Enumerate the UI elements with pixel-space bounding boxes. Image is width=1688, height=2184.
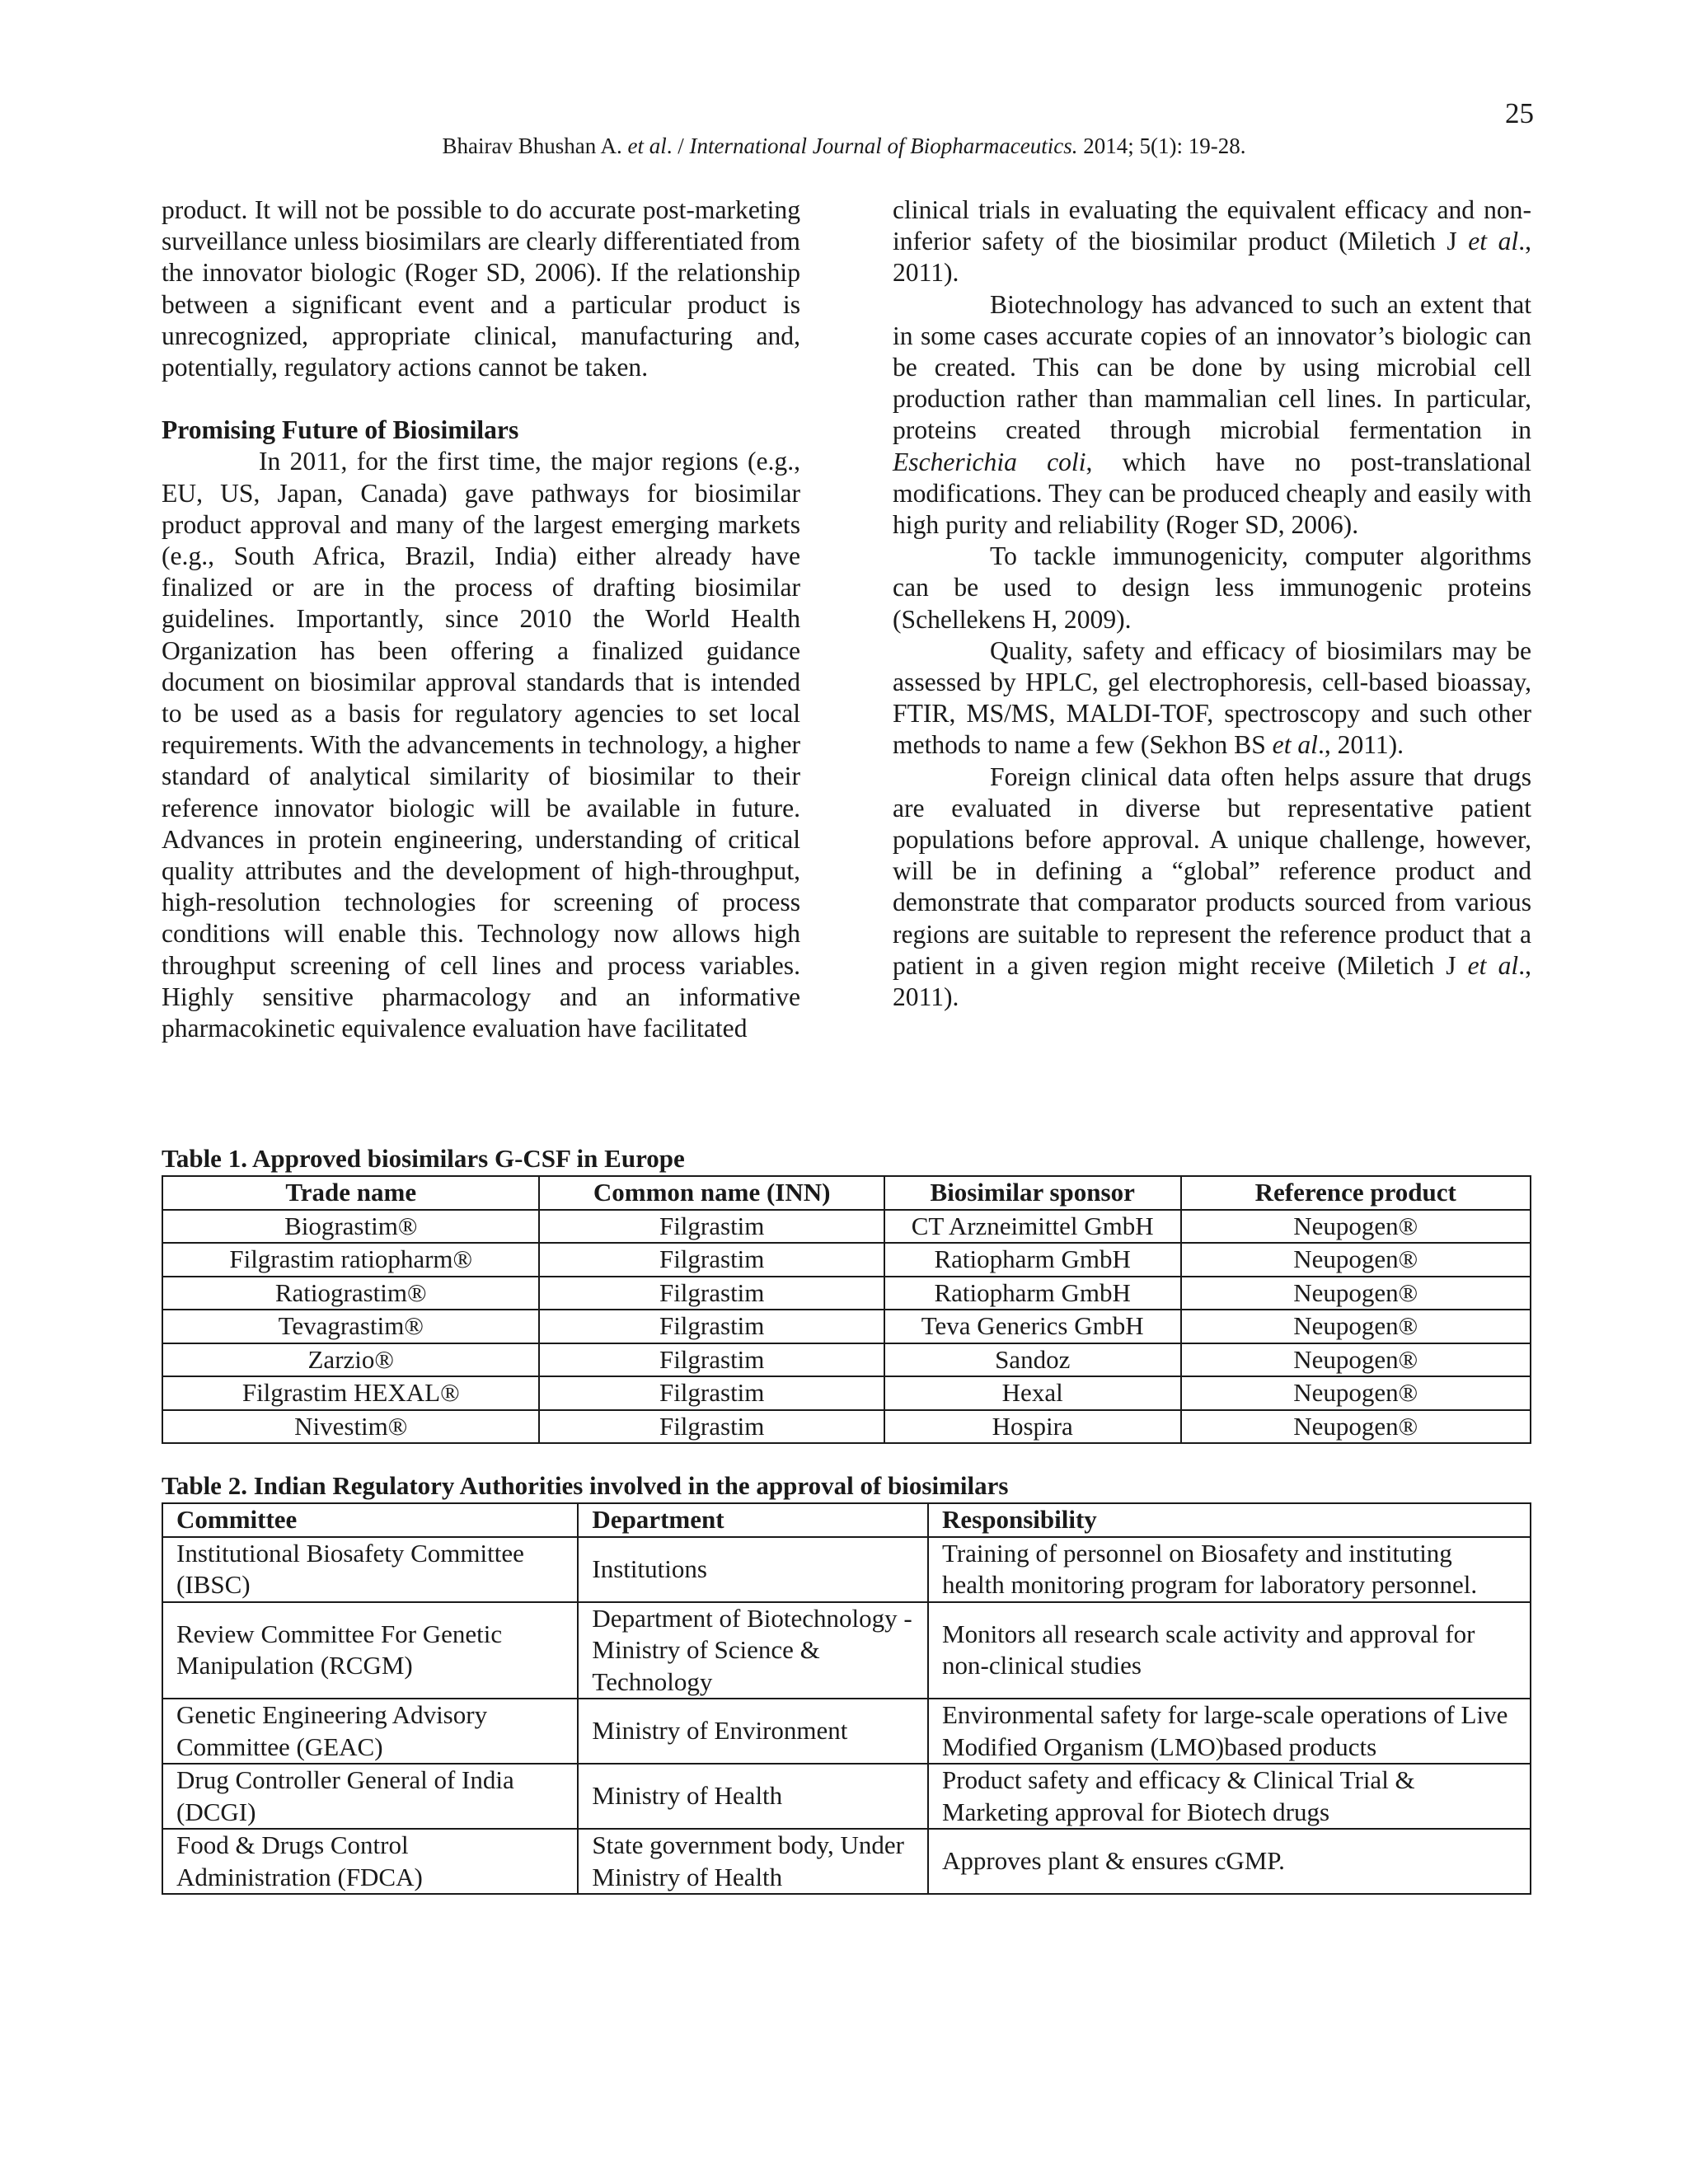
table-cell: Tevagrastim® bbox=[162, 1310, 539, 1343]
table1-title: Table 1. Approved biosimilars G-CSF in Europe bbox=[162, 1144, 685, 1173]
table-cell: Environmental safety for large-scale operations of Live Modified Organism (LMO)based products bbox=[928, 1699, 1531, 1764]
table-cell: Drug Controller General of India (DCGI) bbox=[162, 1764, 578, 1829]
table-row bbox=[162, 1699, 1531, 1764]
table-cell: CT Arzneimittel GmbH bbox=[884, 1210, 1181, 1244]
table-cell: Institutions bbox=[578, 1537, 928, 1602]
table2-header-cell: Committee bbox=[162, 1503, 578, 1537]
table-cell: Neupogen® bbox=[1181, 1243, 1531, 1277]
running-head-etal: et al bbox=[627, 134, 667, 158]
table-cell: Nivestim® bbox=[162, 1410, 539, 1444]
table1-header-cell: Common name (INN) bbox=[539, 1176, 884, 1210]
table-cell: Ratiograstim® bbox=[162, 1277, 539, 1310]
table2-title: Table 2. Indian Regulatory Authorities involved in the approval of biosimilars bbox=[162, 1471, 1009, 1500]
table-cell: Training of personnel on Biosafety and instituting health monitoring program for laboratory personnel. bbox=[928, 1537, 1531, 1602]
table-row bbox=[162, 1243, 1531, 1277]
species-name: Escherichia coli bbox=[893, 447, 1086, 476]
table-cell: Neupogen® bbox=[1181, 1410, 1531, 1444]
left-paragraph-1: product. It will not be possible to do accurate post-marketing surveillance unless biosimilars are clearly differentiated from the innovator biologic (Roger SD, 2006). If the relationship between a significant event and a particular product is unrecognized, appropriate clinical, manufacturing and, potentially, regulatory actions cannot be taken. bbox=[162, 195, 800, 382]
table-cell: Filgrastim bbox=[539, 1376, 884, 1410]
table-cell: State government body, Under Ministry of Health bbox=[578, 1829, 928, 1894]
table-cell: Monitors all research scale activity and approval for non-clinical studies bbox=[928, 1602, 1531, 1699]
right-paragraph-3: To tackle immunogenicity, computer algorithms can be used to design less immunogenic proteins (Schellekens H, 2009). bbox=[893, 541, 1531, 634]
table-cell: Ratiopharm GmbH bbox=[884, 1277, 1181, 1310]
table-cell: Approves plant & ensures cGMP. bbox=[928, 1829, 1531, 1894]
table1-header-row bbox=[162, 1176, 1531, 1210]
table-cell: Food & Drugs Control Administration (FDCA) bbox=[162, 1829, 578, 1894]
table1 bbox=[162, 1175, 1531, 1444]
running-head-journal: International Journal of Biopharmaceutics. bbox=[689, 134, 1078, 158]
table-cell: Genetic Engineering Advisory Committee (GEAC) bbox=[162, 1699, 578, 1764]
table-row bbox=[162, 1277, 1531, 1310]
table-row bbox=[162, 1376, 1531, 1410]
table-row bbox=[162, 1829, 1531, 1894]
table-row bbox=[162, 1410, 1531, 1444]
table-row bbox=[162, 1602, 1531, 1699]
table-cell: Filgrastim HEXAL® bbox=[162, 1376, 539, 1410]
running-head-sep: . / bbox=[666, 134, 690, 158]
right-paragraph-4: Quality, safety and efficacy of biosimilars may be assessed by HPLC, gel electrophoresis, cell-based bioassay, FTIR, MS/MS, MALDI-TOF, spectroscopy and such other methods to name a few (Sekhon BS et al., 2011). bbox=[893, 635, 1531, 760]
page-number: 25 bbox=[1505, 97, 1534, 129]
running-head bbox=[0, 134, 1688, 159]
table-cell: Filgrastim bbox=[539, 1210, 884, 1244]
table2-header-cell: Department bbox=[578, 1503, 928, 1537]
table2 bbox=[162, 1502, 1531, 1895]
table-row bbox=[162, 1310, 1531, 1343]
table1-header-cell: Biosimilar sponsor bbox=[884, 1176, 1181, 1210]
table-cell: Filgrastim bbox=[539, 1410, 884, 1444]
table2-header-cell: Responsibility bbox=[928, 1503, 1531, 1537]
table1-header-cell: Reference product bbox=[1181, 1176, 1531, 1210]
section-heading: Promising Future of Biosimilars bbox=[162, 415, 519, 445]
table-cell: Hexal bbox=[884, 1376, 1181, 1410]
table2-header-row bbox=[162, 1503, 1531, 1537]
table-cell: Filgrastim bbox=[539, 1343, 884, 1377]
table-cell: Filgrastim bbox=[539, 1310, 884, 1343]
table-cell: Neupogen® bbox=[1181, 1310, 1531, 1343]
table-cell: Zarzio® bbox=[162, 1343, 539, 1377]
left-paragraph-2: In 2011, for the first time, the major regions (e.g., EU, US, Japan, Canada) gave pathways for biosimilar product approval and many of the largest emerging markets (e.g., South Africa, Brazil, India) either already have finalized or are in the process of drafting biosimilar guidelines. Importantly, since 2010 the World Health Organization has been offering a finalized guidance document on biosimilar approval standards that is intended to be used as a basis for regulatory agencies to set local requirements. With the advancements in technology, a higher standard of analytical similarity of biosimilar to their reference innovator biologic will be available in future. Advances in protein engineering, understanding of critical quality attributes and the development of high-throughput, high-resolution technologies for screening of process conditions will enable this. Technology now allows high throughput screening of cell lines and process variables. Highly sensitive pharmacology and an informative pharmacokinetic equivalence evaluation have facilitated bbox=[162, 447, 800, 1043]
running-head-authors: Bhairav Bhushan A. bbox=[442, 134, 628, 158]
table-cell: Product safety and efficacy & Clinical Trial & Marketing approval for Biotech drugs bbox=[928, 1764, 1531, 1829]
table-cell: Review Committee For Genetic Manipulation (RCGM) bbox=[162, 1602, 578, 1699]
running-head-issue: 2014; 5(1): 19-28. bbox=[1077, 134, 1246, 158]
table-cell: Filgrastim bbox=[539, 1243, 884, 1277]
table-cell: Neupogen® bbox=[1181, 1376, 1531, 1410]
table1-header-cell: Trade name bbox=[162, 1176, 539, 1210]
table-cell: Neupogen® bbox=[1181, 1210, 1531, 1244]
table-cell: Filgrastim ratiopharm® bbox=[162, 1243, 539, 1277]
table-row bbox=[162, 1343, 1531, 1377]
table-cell: Ministry of Health bbox=[578, 1764, 928, 1829]
table-row bbox=[162, 1210, 1531, 1244]
table-cell: Neupogen® bbox=[1181, 1277, 1531, 1310]
right-paragraph-2: Biotechnology has advanced to such an extent that in some cases accurate copies of an innovator’s biologic can be created. This can be done by using microbial cell production rather than mammalian cell lines. In particular, proteins created through microbial fermentation in Escherichia coli, which have no post-translational modifications. They can be produced cheaply and easily with high purity and reliability (Roger SD, 2006). bbox=[893, 289, 1531, 540]
table-cell: Institutional Biosafety Committee (IBSC) bbox=[162, 1537, 578, 1602]
table-cell: Neupogen® bbox=[1181, 1343, 1531, 1377]
table-cell: Biograstim® bbox=[162, 1210, 539, 1244]
table-cell: Ministry of Environment bbox=[578, 1699, 928, 1764]
table-row bbox=[162, 1764, 1531, 1829]
table-cell: Department of Biotechnology - Ministry of Science & Technology bbox=[578, 1602, 928, 1699]
table-row bbox=[162, 1537, 1531, 1602]
table-cell: Hospira bbox=[884, 1410, 1181, 1444]
table-cell: Teva Generics GmbH bbox=[884, 1310, 1181, 1343]
right-column bbox=[893, 194, 1531, 1013]
table-cell: Filgrastim bbox=[539, 1277, 884, 1310]
table-cell: Sandoz bbox=[884, 1343, 1181, 1377]
left-column bbox=[162, 194, 800, 1044]
right-paragraph-5: Foreign clinical data often helps assure that drugs are evaluated in diverse but representative patient populations before approval. A unique challenge, however, will be in defining a “global” reference product and demonstrate that comparator products sourced from various regions are suitable to represent the reference product that a patient in a given region might receive (Miletich J et al., 2011). bbox=[893, 762, 1531, 1012]
right-paragraph-1: clinical trials in evaluating the equivalent efficacy and non-inferior safety of the biosimilar product (Miletich J et al., 2011). bbox=[893, 195, 1532, 288]
table-cell: Ratiopharm GmbH bbox=[884, 1243, 1181, 1277]
